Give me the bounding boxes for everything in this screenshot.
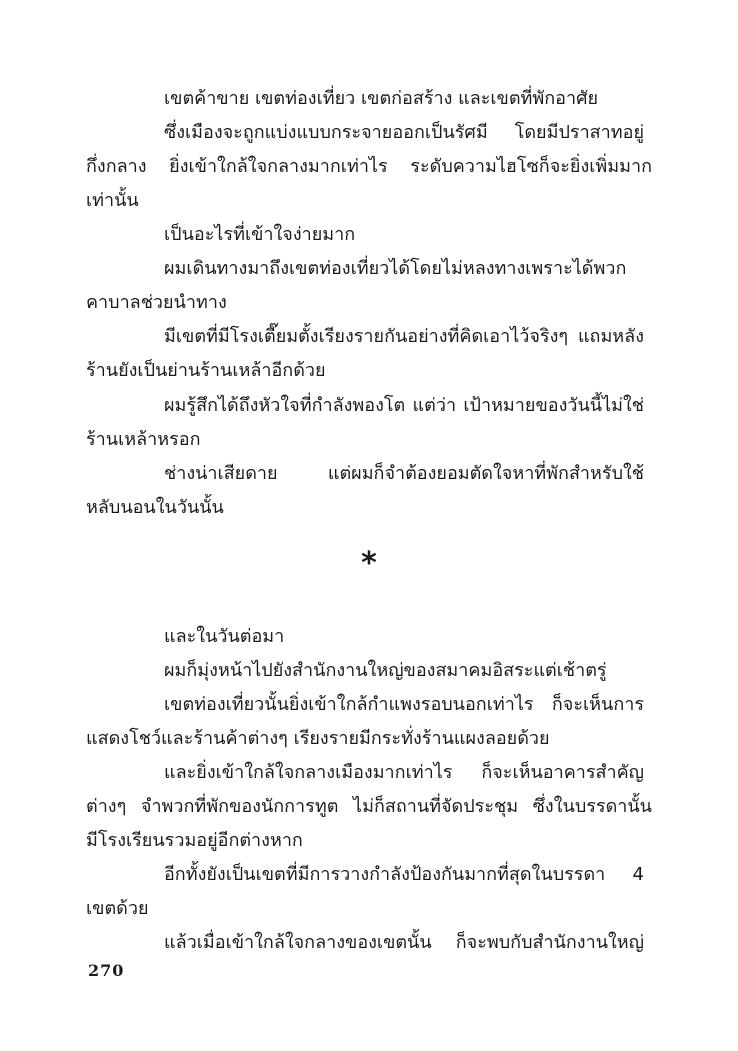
text-line: ช่างน่าเสียดาย แต่ผมก็จำต้องยอมตัดใจหาที่พักสำหรับใช้ bbox=[164, 463, 644, 484]
text-line: ร้านยังเป็นย่านร้านเหล้าอีกด้วย bbox=[86, 360, 326, 381]
text-line: ผมก็มุ่งหน้าไปยังสำนักงานใหญ่ของสมาคมอิสระแต่เช้าตรู่ bbox=[164, 660, 607, 681]
text-line: ผมรู้สึกได้ถึงหัวใจที่กำลังพองโต แต่ว่า เป้าหมายของวันนี้ไม่ใช่ bbox=[164, 395, 644, 416]
text-line: กึ่งกลาง ยิ่งเข้าใกล้ใจกลางมากเท่าไร ระดับความไฮโซก็จะยิ่งเพิ่มมาก bbox=[86, 156, 652, 177]
text-line: เขตค้าขาย เขตท่องเที่ยว เขตก่อสร้าง และเขตที่พักอาศัย bbox=[164, 88, 599, 109]
text-line: เป็นอะไรที่เข้าใจง่ายมาก bbox=[164, 224, 356, 245]
text-line: มีเขตที่มีโรงเตี๊ยมตั้งเรียงรายกันอย่างที่คิดเอาไว้จริงๆ แถมหลัง bbox=[164, 326, 644, 347]
text-line: มีโรงเรียนรวมอยู่อีกต่างหาก bbox=[86, 830, 303, 851]
text-line: หลับนอนในวันนั้น bbox=[86, 497, 224, 518]
text-line: แสดงโชว์และร้านค้าต่างๆ เรียงรายมีกระทั่งร้านแผงลอยด้วย bbox=[86, 728, 550, 749]
text-line: แล้วเมื่อเข้าใกล้ใจกลางของเขตนั้น ก็จะพบกับสำนักงานใหญ่ bbox=[164, 932, 644, 953]
text-line: คาบาลช่วยนำทาง bbox=[86, 292, 227, 313]
text-line: เขตท่องเที่ยวนั้นยิ่งเข้าใกล้กำแพงรอบนอกเท่าไร ก็จะเห็นการ bbox=[164, 694, 644, 715]
text-line: ร้านเหล้าหรอก bbox=[86, 429, 201, 450]
text-line: อีกทั้งยังเป็นเขตที่มีการวางกำลังป้องกันมากที่สุดในบรรดา 4 bbox=[164, 864, 644, 885]
text-line: และในวันต่อมา bbox=[164, 626, 285, 647]
text-line: ซึ่งเมืองจะถูกแบ่งแบบกระจายออกเป็นรัศมี โดยมีปราสาทอยู่ bbox=[164, 122, 644, 143]
text-line: เท่านั้น bbox=[86, 190, 139, 211]
text-line: ผมเดินทางมาถึงเขตท่องเที่ยวได้โดยไม่หลงทางเพราะได้พวก bbox=[164, 258, 627, 279]
page-number: 270 bbox=[88, 961, 125, 980]
section-separator: * bbox=[361, 546, 377, 581]
text-line: และยิ่งเข้าใกล้ใจกลางเมืองมากเท่าไร ก็จะเห็นอาคารสำคัญ bbox=[164, 762, 644, 783]
text-line: เขตด้วย bbox=[86, 898, 149, 919]
text-line: ต่างๆ จำพวกที่พักของนักการทูต ไม่ก็สถานที่จัดประชุม ซึ่งในบรรดานั้น bbox=[86, 796, 652, 817]
